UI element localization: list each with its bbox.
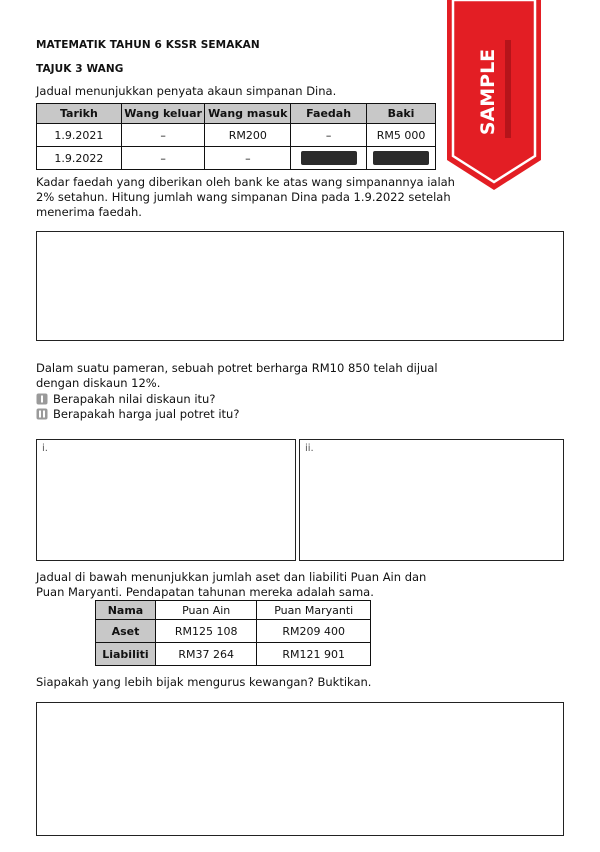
table-cell: RM209 400 bbox=[257, 620, 371, 643]
q2-answer-box-i[interactable] bbox=[36, 439, 296, 561]
col-header: Nama bbox=[96, 601, 156, 620]
q3-text-line1: Jadual di bawah menunjukkan jumlah aset dan liabiliti Puan Ain dan bbox=[36, 570, 427, 584]
table-cell: RM5 000 bbox=[367, 124, 436, 147]
table-cell: RM125 108 bbox=[155, 620, 257, 643]
row-header: Aset bbox=[96, 620, 156, 643]
table-cell: RM121 901 bbox=[257, 643, 371, 666]
q1-intro: Jadual menunjukkan penyata akaun simpanan Dina. bbox=[36, 84, 337, 98]
table-row bbox=[37, 147, 436, 170]
table-cell: – bbox=[121, 124, 205, 147]
table-cell: 1.9.2021 bbox=[37, 124, 122, 147]
q1-answer-box[interactable] bbox=[36, 231, 564, 341]
redaction-block bbox=[301, 151, 357, 165]
table-cell: – bbox=[121, 147, 205, 170]
table-cell: – bbox=[291, 124, 367, 147]
topic-label: TAJUK 3 WANG bbox=[36, 63, 124, 75]
table-row bbox=[96, 620, 371, 643]
q2-sub-i bbox=[36, 392, 215, 407]
asset-liability-table bbox=[95, 600, 371, 666]
q3-question: Siapakah yang lebih bijak mengurus kewangan? Buktikan. bbox=[36, 675, 372, 689]
row-header: Liabiliti bbox=[96, 643, 156, 666]
col-header: Puan Maryanti bbox=[257, 601, 371, 620]
stamp-text: SAMPLE bbox=[477, 48, 499, 136]
col-header: Faedah bbox=[291, 104, 367, 124]
col-header: Baki bbox=[367, 104, 436, 124]
table-cell: RM37 264 bbox=[155, 643, 257, 666]
table-cell: – bbox=[205, 147, 291, 170]
answer-label-i: i. bbox=[42, 443, 48, 454]
table-header-row bbox=[37, 104, 436, 124]
roman-numeral-ii-icon bbox=[36, 408, 48, 420]
table-row bbox=[96, 643, 371, 666]
q2-sub-i-text: Berapakah nilai diskaun itu? bbox=[53, 392, 216, 406]
redaction-block bbox=[373, 151, 429, 165]
col-header: Wang masuk bbox=[205, 104, 291, 124]
worksheet-title: MATEMATIK TAHUN 6 KSSR SEMAKAN bbox=[36, 39, 260, 51]
q1-text-line3: menerima faedah. bbox=[36, 205, 142, 219]
q3-answer-box[interactable] bbox=[36, 702, 564, 836]
col-header: Wang keluar bbox=[121, 104, 205, 124]
table-row bbox=[37, 124, 436, 147]
q2-text-line2: dengan diskaun 12%. bbox=[36, 376, 161, 390]
table-cell: RM200 bbox=[205, 124, 291, 147]
col-header: Tarikh bbox=[37, 104, 122, 124]
redacted-cell-faedah bbox=[291, 147, 367, 170]
q1-text-line2: 2% setahun. Hitung jumlah wang simpanan Dina pada 1.9.2022 setelah bbox=[36, 190, 451, 204]
table-header-row bbox=[96, 601, 371, 620]
col-header: Puan Ain bbox=[155, 601, 257, 620]
q2-sub-ii bbox=[36, 407, 239, 422]
savings-statement-table bbox=[36, 103, 436, 170]
redacted-cell-baki bbox=[367, 147, 436, 170]
answer-label-ii: ii. bbox=[305, 443, 314, 454]
sample-stamp bbox=[447, 0, 541, 190]
q2-sub-ii-text: Berapakah harga jual potret itu? bbox=[53, 407, 240, 421]
table-cell: 1.9.2022 bbox=[37, 147, 122, 170]
q3-text-line2: Puan Maryanti. Pendapatan tahunan mereka adalah sama. bbox=[36, 585, 374, 599]
roman-numeral-i-icon bbox=[36, 393, 48, 405]
q2-answer-box-ii[interactable] bbox=[299, 439, 564, 561]
q2-text-line1: Dalam suatu pameran, sebuah potret berharga RM10 850 telah dijual bbox=[36, 361, 438, 375]
q1-text-line1: Kadar faedah yang diberikan oleh bank ke atas wang simpanannya ialah bbox=[36, 175, 455, 189]
